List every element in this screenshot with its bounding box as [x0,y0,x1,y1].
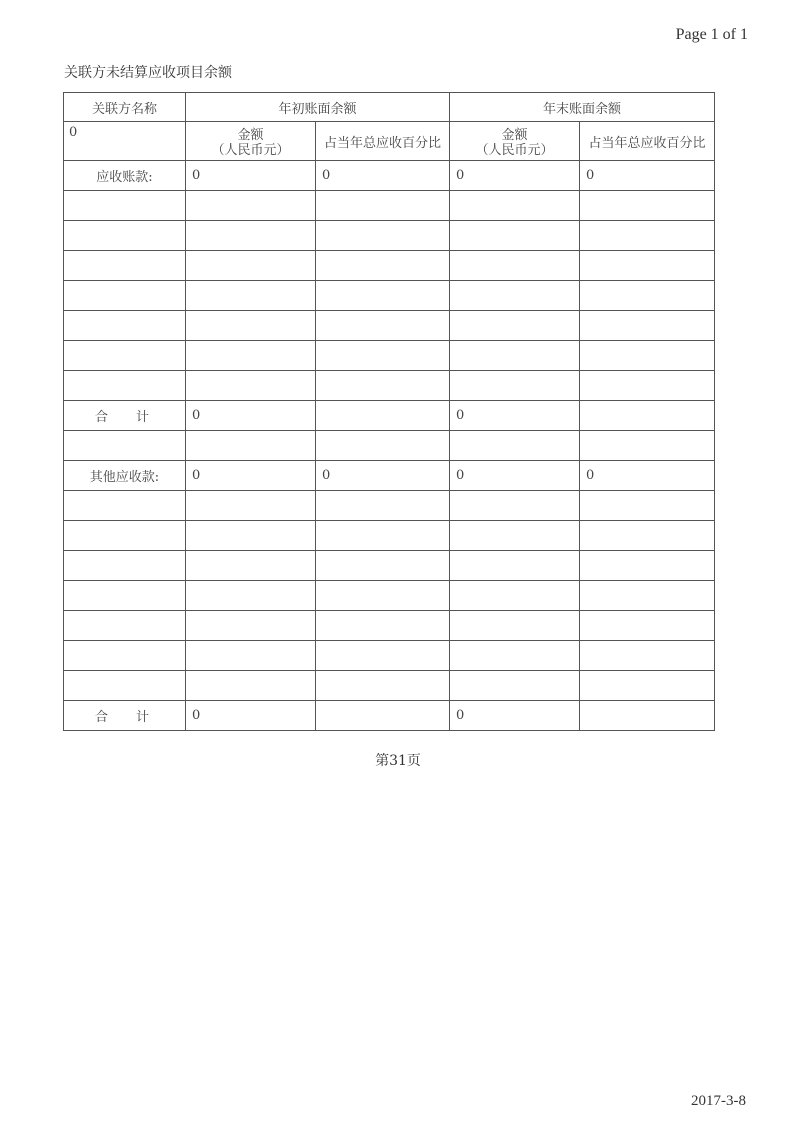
table-row [64,611,715,641]
header-closing-balance: 年末账面余额 [450,93,715,122]
receivables-opening-amount: 0 [186,161,316,191]
table-row [64,251,715,281]
table-row [64,161,715,191]
receivables-total-opening-percent [316,401,450,431]
table-row [64,431,715,461]
other-receivables-label: 其他应收款: [64,461,186,491]
table-row [64,221,715,251]
receivables-total-closing: 0 [450,401,580,431]
table-header-row [64,93,715,122]
receivables-total-closing-percent [580,401,715,431]
table-row [64,191,715,221]
other-total-opening: 0 [186,701,316,731]
other-total-closing-percent [580,701,715,731]
table-row [64,311,715,341]
subheader-closing-amount-text: 金额 （人民币元） [475,128,554,158]
table-row [64,491,715,521]
table-row [64,581,715,611]
document-title: 关联方未结算应收项目余额 [64,65,232,81]
receivables-label: 应收账款: [64,161,186,191]
table-row [64,281,715,311]
receivables-closing-amount: 0 [450,161,580,191]
table-row [64,521,715,551]
other-opening-amount: 0 [186,461,316,491]
other-closing-percent: 0 [580,461,715,491]
subheader-closing-percent: 占当年总应收百分比 [580,122,715,161]
related-party-value: 0 [64,122,186,161]
receivables-total-label: 合计 [64,401,186,431]
other-opening-percent: 0 [316,461,450,491]
subheader-opening-amount [186,122,316,161]
header-opening-balance: 年初账面余额 [186,93,450,122]
table-row [64,641,715,671]
receivables-total-opening: 0 [186,401,316,431]
table-subheader-row [64,122,715,161]
page-indicator: Page 1 of 1 [675,26,748,43]
subheader-closing-amount [450,122,580,161]
subheader-opening-amount-text: 金额 （人民币元） [211,128,290,158]
other-total-row [64,701,715,731]
subheader-opening-percent: 占当年总应收百分比 [316,122,450,161]
table-row [64,671,715,701]
other-total-label: 合计 [64,701,186,731]
document-date: 2017-3-8 [691,1093,746,1109]
table-row [64,551,715,581]
header-related-party: 关联方名称 [64,93,186,122]
receivables-closing-percent: 0 [580,161,715,191]
other-total-opening-percent [316,701,450,731]
other-total-closing: 0 [450,701,580,731]
other-closing-amount: 0 [450,461,580,491]
page-number-label: 第31页 [375,753,421,769]
receivables-opening-percent: 0 [316,161,450,191]
table-row [64,371,715,401]
table-row [64,341,715,371]
receivables-table [63,92,715,731]
table-row [64,461,715,491]
receivables-total-row [64,401,715,431]
